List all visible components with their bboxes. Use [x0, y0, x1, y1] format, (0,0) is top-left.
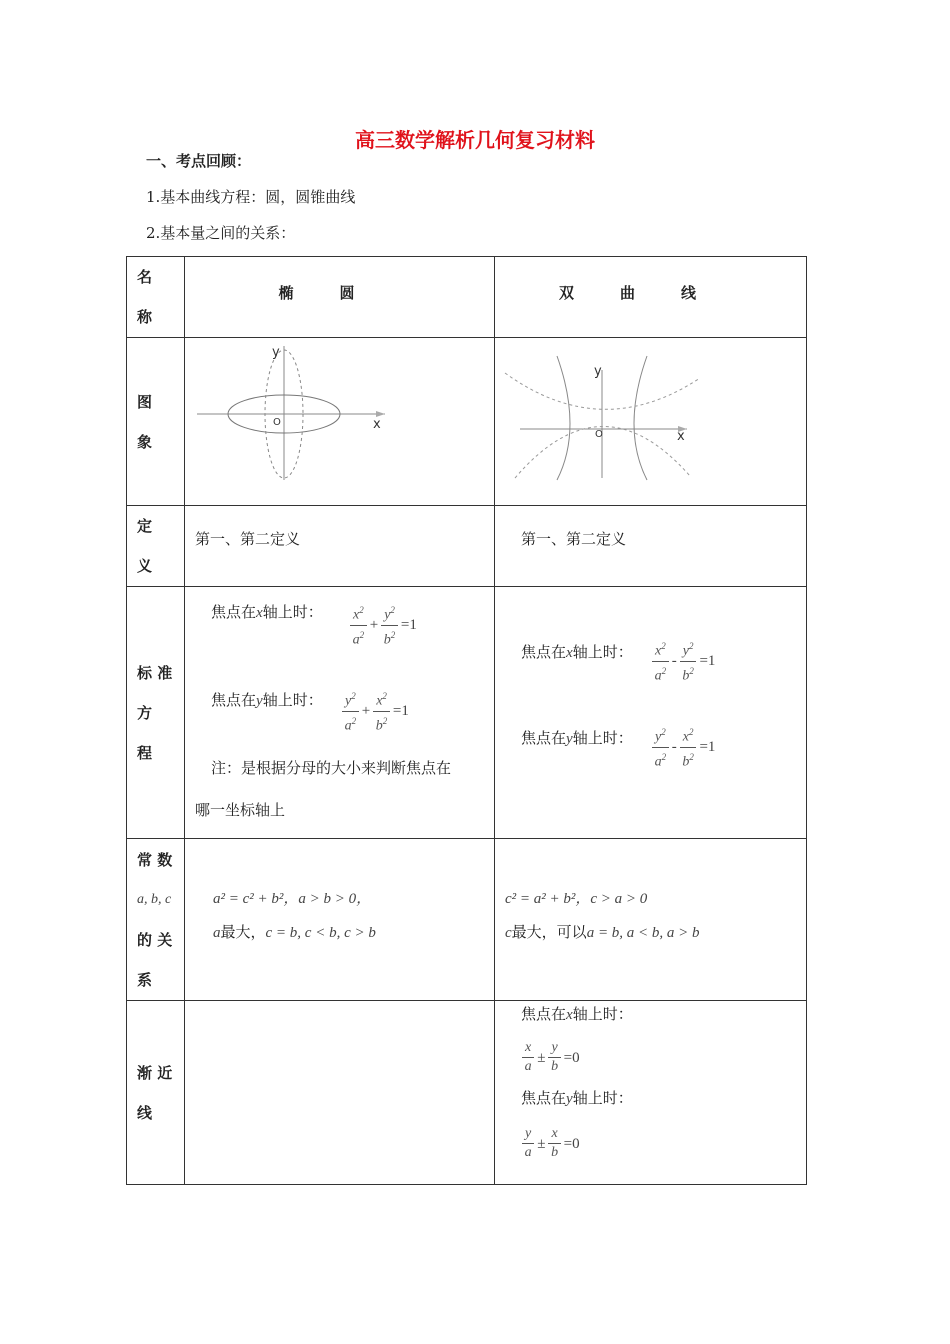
table-row-definition: [127, 506, 807, 587]
ellipse-relation: a² = c² + b²，a > b > 0，: [213, 891, 372, 907]
axis-text: 轴上时：: [262, 603, 323, 621]
origin-label: O: [273, 417, 281, 428]
focus-text: 焦点在: [521, 1005, 567, 1023]
header-ellipse-text: 椭圆: [278, 283, 401, 302]
fraction: $\frac{y^2}{b^2}$: [381, 601, 398, 649]
ellipse-eq-y: [341, 687, 411, 735]
var-y: y: [566, 1091, 573, 1107]
graph-label-cell: [127, 338, 185, 506]
fraction: $\frac{y^2}{a^2}$: [342, 687, 359, 735]
label-line: 象: [137, 432, 153, 451]
origin-label: O: [595, 429, 603, 440]
table-row-asymptote: [127, 1001, 807, 1185]
hyperbola-definition: [495, 506, 807, 587]
ellipse-constants: [185, 839, 495, 1001]
comparison-table: [126, 256, 807, 1185]
note-line-2: 哪一坐标轴上: [195, 801, 286, 819]
equals-one: =1: [699, 653, 716, 670]
fraction: $\frac{x}{a}$: [522, 1039, 534, 1076]
hyperbola-standard-eq: [495, 587, 807, 839]
var-x: x: [566, 1007, 573, 1023]
hyperbola-graph: [495, 338, 807, 501]
var-x: x: [256, 605, 263, 621]
label-line: 方: [137, 703, 153, 722]
ellipse-standard-eq: [185, 587, 495, 839]
focus-text: 焦点在: [211, 691, 257, 709]
hyperbola-eq-x: [651, 637, 717, 685]
fraction: $\frac{x^2}{a^2}$: [652, 637, 669, 685]
max-text: 最大，可以: [511, 923, 587, 941]
ellipse-eq-x: [349, 601, 419, 649]
section-heading: 一、考点回顾：: [146, 152, 252, 170]
focus-text: 焦点在: [521, 643, 567, 661]
plus: +: [361, 703, 371, 720]
var-y: y: [566, 731, 573, 747]
label-line: 义: [137, 557, 153, 575]
label-line: 程: [137, 743, 153, 762]
ellipse-graph: [185, 338, 495, 501]
hyperbola-left-branch: [557, 356, 570, 480]
axis-text: 轴上时：: [572, 729, 633, 747]
axis-text: 轴上时：: [572, 1005, 633, 1023]
ellipse-max-line: [213, 921, 376, 942]
minus: -: [671, 739, 677, 756]
table-row-constants: [127, 839, 807, 1001]
plus-minus: ±: [537, 1049, 546, 1066]
axis-text: 轴上时：: [572, 1089, 633, 1107]
fraction: $\frac{y^2}{b^2}$: [680, 637, 697, 685]
fraction: $\frac{x^2}{b^2}$: [373, 687, 390, 735]
axis-text: 轴上时：: [572, 643, 633, 661]
hyperbola-eq-x-line: [521, 641, 633, 662]
max-var: a: [213, 925, 221, 941]
label-line: a, b, c: [137, 891, 172, 907]
plus-minus: ±: [537, 1135, 546, 1152]
item-1: 1.基本曲线方程：圆，圆锥曲线: [146, 188, 356, 206]
label-line: 名: [137, 268, 153, 286]
ellipse-asymptote: [185, 1001, 495, 1185]
asym-x-eq: [521, 1039, 582, 1076]
hyperbola-constants: [495, 839, 807, 1001]
equals-one: =1: [699, 739, 716, 756]
item-2: 2.基本量之间的关系：: [146, 224, 296, 242]
focus-text: 焦点在: [521, 1089, 567, 1107]
fraction: $\frac{y^2}{a^2}$: [652, 723, 669, 771]
axis-x-label: x: [373, 417, 381, 432]
definition-label-cell: [127, 506, 185, 587]
asym-y-eq: [521, 1125, 582, 1162]
asym-x-line: [521, 1003, 633, 1024]
label-line: 渐 近: [137, 1063, 173, 1082]
hyperbola-eq-y: [651, 723, 717, 771]
label-line: 图: [137, 392, 153, 411]
label-line: 定: [137, 517, 153, 535]
header-hyperbola-text: 双曲线: [558, 283, 742, 302]
axis-y-label: y: [594, 364, 602, 379]
hyperbola-asymptote: [495, 1001, 807, 1185]
hyperbola-max-line: [505, 921, 700, 942]
ellipse-conditions: c = b, c < b, c > b: [265, 925, 376, 941]
header-hyperbola: [495, 257, 807, 338]
equals-zero: =0: [563, 1049, 580, 1066]
asym-y-line: [521, 1087, 633, 1108]
note-line-1: 注：是根据分母的大小来判断焦点在: [211, 759, 452, 777]
label-line: 线: [137, 1103, 153, 1122]
header-name-cell: [127, 257, 185, 338]
equals-one: =1: [392, 703, 409, 720]
table-row-graph: [127, 338, 807, 506]
ellipse-graph-cell: [185, 338, 495, 506]
fraction: $\frac{x}{b}$: [548, 1125, 560, 1162]
minus: -: [671, 653, 677, 670]
ellipse-eq-x-line: [211, 601, 323, 622]
standard-eq-label-cell: [127, 587, 185, 839]
label-line: 系: [137, 970, 153, 989]
axis-text: 轴上时：: [262, 691, 323, 709]
equals-zero: =0: [563, 1135, 580, 1152]
focus-text: 焦点在: [521, 729, 567, 747]
hyperbola-definition-text: 第一、第二定义: [521, 530, 627, 548]
ellipse-definition: [185, 506, 495, 587]
table-row-standard-equation: [127, 587, 807, 839]
axis-x-label: x: [677, 429, 685, 444]
hyperbola-relation: c² = a² + b²，c > a > 0: [505, 891, 648, 907]
label-line: 的 关: [137, 930, 173, 949]
equals-one: =1: [400, 617, 417, 634]
plus: +: [369, 617, 379, 634]
fraction: $\frac{y}{b}$: [548, 1039, 560, 1076]
label-line: 标 准: [137, 663, 173, 682]
max-var: c: [505, 925, 512, 941]
fraction: $\frac{x^2}{b^2}$: [680, 723, 697, 771]
ellipse-eq-y-line: [211, 689, 323, 710]
page-title: 高三数学解析几何复习材料: [355, 128, 595, 152]
hyperbola-graph-cell: [495, 338, 807, 506]
fraction: $\frac{y}{a}$: [522, 1125, 534, 1162]
hyperbola-eq-y-line: [521, 727, 633, 748]
focus-text: 焦点在: [211, 603, 257, 621]
table-row-header: [127, 257, 807, 338]
header-ellipse: [185, 257, 495, 338]
var-x: x: [566, 645, 573, 661]
label-line: 称: [137, 308, 153, 326]
hyperbola-conditions: a = b, a < b, a > b: [586, 925, 700, 941]
axis-y-label: y: [272, 345, 280, 360]
fraction: $\frac{x^2}{a^2}$: [350, 601, 367, 649]
label-line: 常 数: [137, 850, 173, 869]
constants-label-cell: [127, 839, 185, 1001]
hyperbola-right-branch: [634, 356, 647, 480]
ellipse-definition-text: 第一、第二定义: [195, 530, 301, 548]
asymptote-label-cell: [127, 1001, 185, 1185]
var-y: y: [256, 693, 263, 709]
max-text: 最大，: [220, 923, 266, 941]
